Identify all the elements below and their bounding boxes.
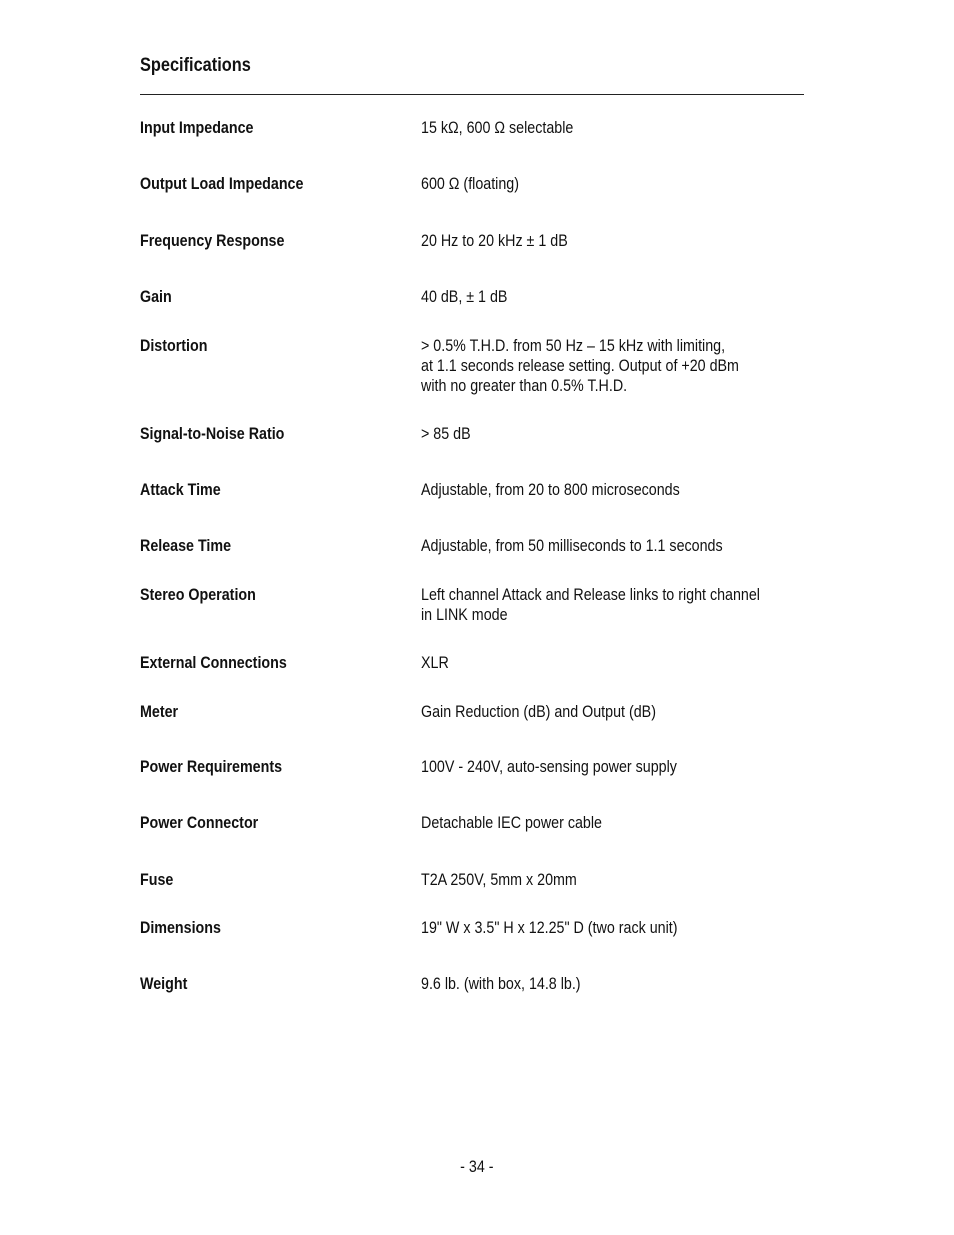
spec-label-attack-time: Attack Time (140, 480, 221, 499)
spec-value-signal-to-noise-ratio: > 85 dB (421, 424, 471, 443)
spec-value-gain: 40 dB, ± 1 dB (421, 287, 508, 306)
spec-label-stereo-operation: Stereo Operation (140, 585, 256, 604)
spec-label-external-connections: External Connections (140, 653, 287, 672)
spec-value-stereo-operation-line-1: Left channel Attack and Release links to right channel (421, 585, 760, 604)
page-number (0, 1157, 954, 1177)
spec-label-input-impedance: Input Impedance (140, 118, 254, 137)
spec-label-frequency-response: Frequency Response (140, 231, 285, 250)
spec-value-distortion-line-2: at 1.1 seconds release setting. Output of +20 dBm (421, 356, 739, 375)
spec-value-power-requirements: 100V - 240V, auto-sensing power supply (421, 757, 677, 776)
spec-value-distortion-line-3: with no greater than 0.5% T.H.D. (421, 376, 628, 395)
page-title: Specifications (140, 55, 251, 76)
spec-value-distortion-line-1: > 0.5% T.H.D. from 50 Hz – 15 kHz with limiting, (421, 336, 726, 355)
spec-value-weight: 9.6 lb. (with box, 14.8 lb.) (421, 974, 581, 993)
spec-value-meter: Gain Reduction (dB) and Output (dB) (421, 702, 656, 721)
spec-label-release-time: Release Time (140, 536, 232, 555)
page-number-text: - 34 - (460, 1157, 494, 1176)
spec-value-external-connections: XLR (421, 653, 449, 672)
spec-label-fuse: Fuse (140, 870, 174, 889)
spec-value-release-time: Adjustable, from 50 milliseconds to 1.1 seconds (421, 536, 723, 555)
title-divider (140, 94, 804, 95)
spec-label-power-connector: Power Connector (140, 813, 259, 832)
spec-label-signal-to-noise-ratio: Signal-to-Noise Ratio (140, 424, 285, 443)
spec-value-stereo-operation-line-2: in LINK mode (421, 605, 508, 624)
spec-value-dimensions: 19" W x 3.5" H x 12.25" D (two rack unit) (421, 918, 678, 937)
spec-value-output-load-impedance: 600 Ω (floating) (421, 174, 520, 193)
spec-label-gain: Gain (140, 287, 172, 306)
spec-value-attack-time: Adjustable, from 20 to 800 microseconds (421, 480, 680, 499)
spec-value-input-impedance: 15 kΩ, 600 Ω selectable (421, 118, 574, 137)
spec-label-distortion: Distortion (140, 336, 208, 355)
spec-label-output-load-impedance: Output Load Impedance (140, 174, 304, 193)
spec-value-fuse: T2A 250V, 5mm x 20mm (421, 870, 577, 889)
spec-label-power-requirements: Power Requirements (140, 757, 283, 776)
spec-value-power-connector: Detachable IEC power cable (421, 813, 602, 832)
spec-value-frequency-response: 20 Hz to 20 kHz ± 1 dB (421, 231, 568, 250)
spec-label-dimensions: Dimensions (140, 918, 221, 937)
spec-label-meter: Meter (140, 702, 179, 721)
spec-label-weight: Weight (140, 974, 188, 993)
